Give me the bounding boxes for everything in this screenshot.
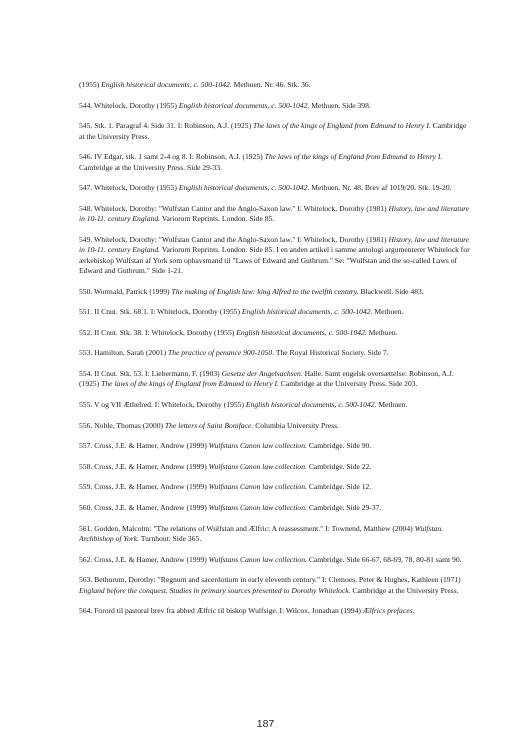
endnote-text: Cambridge. Side 90. — [306, 441, 372, 451]
endnote-title: English historical documents, c. 500-1042. — [178, 183, 310, 193]
endnote-text: Cambridge at the University Press. — [79, 121, 467, 141]
endnote-title: Wulfstans Canon law collection. — [208, 502, 307, 512]
endnote-title: Wulfstans Canon law collection. — [208, 554, 307, 564]
endnote-text: Columbia University Press. — [253, 420, 339, 430]
endnote — [79, 328, 471, 338]
endnote-text: 564. Forord til pastoral brev fra abbed Ælfric til biskop Wulfsige. I: Wilcox, Jonathan (1994) — [79, 606, 363, 616]
endnote-text: 552. II Cnut. Stk. 38. I: Whitelock, Dorothy (1955) — [79, 327, 237, 337]
endnote-title: The letters of Saint Boniface. — [164, 420, 254, 430]
endnotes-list — [79, 80, 471, 627]
endnote-text: Methuen. Nr. 48. Brev af 1019/20. Stk. 19-20. — [309, 183, 452, 193]
endnote — [79, 101, 471, 111]
endnote-text: 558. Cross, J.E. & Hamer, Andrew (1999) — [79, 461, 209, 471]
endnote-text: 561. Godden, Malcolm: "The relations of Wulfstan and Ælfric: A reassessment." I: Townend, Matthew (2004) — [79, 523, 415, 533]
endnote-title: Wulfstan. Archbishop of York. — [79, 523, 444, 543]
endnote-text: 546. IV Edgar, stk. 1 samt 2-4 og 8. I: Robinson, A.J. (1925) — [79, 152, 265, 162]
endnote-text: 562. Cross, J.E. & Hamer, Andrew (1999) — [79, 554, 209, 564]
endnote-text: Methuen. — [376, 399, 408, 409]
endnote — [79, 555, 471, 565]
endnote-title: The laws of the kings of England from Edmund to Henry I. — [253, 121, 431, 131]
endnote — [79, 462, 471, 472]
endnote — [79, 152, 471, 173]
endnote-text: 563. Bethurum, Dorothy: "Regnum and sacerdotium in early eleventh century." I: Clemoes, Peter & Hughes, Kathleen (1971) — [79, 575, 461, 585]
endnote-text: Variorum Reprints. London. Side 85. — [160, 214, 275, 224]
endnote-text: 548. Whitelock, Dorothy: "Wulfstan Cantor and the Anglo-Saxon law." I: Whitelock, Dorothy (1981) — [79, 203, 389, 213]
endnote-text: Cambridge. Side 66-67, 68-69, 78, 80-81 samt 90. — [306, 554, 462, 564]
endnote-text: Turnhout. Side 365. — [138, 533, 202, 543]
endnote — [79, 524, 471, 545]
endnote — [79, 503, 471, 513]
endnote-text: Methuen. — [372, 307, 404, 317]
endnote — [79, 287, 471, 297]
endnote-text: 544. Whitelock, Dorothy (1955) — [79, 100, 179, 110]
endnote-text: Blackwell. Side 483. — [358, 286, 424, 296]
endnote-text: 555. V og VII Æthelred. I: Whitelock, Dorothy (1955) — [79, 399, 246, 409]
endnote — [79, 121, 471, 142]
endnote-text: 549. Whitelock, Dorothy: "Wulfstan Cantor and the Anglo-Saxon law." I: Whitelock, Dorothy (1981) — [79, 234, 389, 244]
endnote — [79, 482, 471, 492]
endnote-text: 557. Cross, J.E. & Hamer, Andrew (1999) — [79, 441, 209, 451]
endnote-text: Methuen. Nr. 46. Stk. 36. — [231, 80, 311, 89]
endnote-title: Ælfrics prefaces. — [362, 606, 415, 616]
endnote — [79, 204, 471, 225]
endnote — [79, 348, 471, 358]
endnote-text: Cambridge. Side 22. — [306, 461, 372, 471]
endnote-title: England before the conquest. Studies in primary sources presented to Dorothy Whitelock. — [79, 585, 351, 595]
endnote-title: English historical documents, c. 500-1042. — [245, 399, 377, 409]
endnote-text: 545. Stk. 1. Paragraf 4. Side 31. I: Robinson, A.J. (1925) — [79, 121, 254, 131]
endnote-title: English historical documents, c. 500-1042. — [101, 80, 232, 89]
endnote-title: English historical documents, c. 500-1042. — [241, 307, 373, 317]
endnote — [79, 575, 471, 596]
endnote-text: The Royal Historical Society. Side 7. — [274, 348, 389, 358]
endnote-title: The making of English law: king Alfred to the twelfth century. — [171, 286, 359, 296]
endnote-text: Cambridge at the University Press. Side 203. — [278, 379, 418, 389]
endnote-title: Wulfstans Canon law collection. — [208, 441, 307, 451]
endnote — [79, 400, 471, 410]
endnote-title: English historical documents, c. 500-1042. — [178, 100, 310, 110]
endnote — [79, 183, 471, 193]
endnote-title: The practice of penance 900-1050. — [168, 348, 275, 358]
endnote-text: Cambridge at the University Press. — [350, 585, 459, 595]
endnote — [79, 307, 471, 317]
endnote-text: Cambridge. Side 29-37. — [306, 502, 382, 512]
endnote — [79, 441, 471, 451]
endnote-text: 559. Cross, J.E. & Hamer, Andrew (1999) — [79, 482, 209, 492]
endnote — [79, 606, 471, 616]
endnote-title: Wulfstans Canon law collection. — [208, 482, 307, 492]
endnote-title: History, law and literature in 10-11. century England. — [79, 234, 470, 255]
endnote-text: Variorum Reprints. London. Side 85. I en anden artikel i samme antologi argumenterer Whitelock for ærkebiskop Wulfstan af York som ophavsmand til "Laws of Edward and Guthrum." Se: "Wulfstan and the so-called Laws of Edward and Guthrum." Side 1-21. — [79, 245, 470, 275]
endnote-text: 551. II Cnut. Stk. 68.1. I: Whitelock, Dorothy (1955) — [79, 307, 242, 317]
endnote-text: 556. Noble, Thomas (2000) — [79, 420, 165, 430]
endnote-title: The laws of the kings of England from Edmund to Henry I. — [264, 152, 443, 162]
endnote-text: 554. II Cnut. Stk. 53. I: Liebermann, F. (1903) — [79, 368, 222, 378]
endnote-title: Wulfstans Canon law collection. — [208, 461, 307, 471]
endnote-text: 550. Wormald, Patrick (1999) — [79, 286, 172, 296]
endnote — [79, 235, 471, 277]
endnote-text: 560. Cross, J.E. & Hamer, Andrew (1999) — [79, 502, 209, 512]
endnote — [79, 80, 471, 90]
endnote-text: Cambridge. Side 12. — [306, 482, 372, 492]
page-number: 187 — [256, 718, 275, 730]
endnote-text: Methuen. Side 398. — [309, 100, 371, 110]
endnote — [79, 369, 471, 390]
endnote-text: Methuen. — [366, 327, 398, 337]
endnote-title: English historical documents, c. 500-1042. — [236, 327, 367, 337]
endnote-text: 553. Hamilton, Sarah (2001) — [79, 348, 169, 358]
endnote-text: (1955) — [79, 80, 102, 89]
endnote-title: Gesetze der Angelsachsen. — [221, 368, 303, 378]
endnote — [79, 421, 471, 431]
endnote-text: 547. Whitelock, Dorothy (1955) — [79, 183, 179, 193]
endnote-text: Halle. Samt engelsk oversættelse: Robinson, A.J. (1925) — [79, 368, 454, 389]
endnote-text: Cambridge at the University Press. Side 29-33. — [79, 162, 222, 172]
endnote-title: The laws of the kings of England from Edmund to Henry I. — [101, 379, 279, 389]
endnote-title: History, law and literature in 10-11. century England. — [79, 203, 470, 224]
